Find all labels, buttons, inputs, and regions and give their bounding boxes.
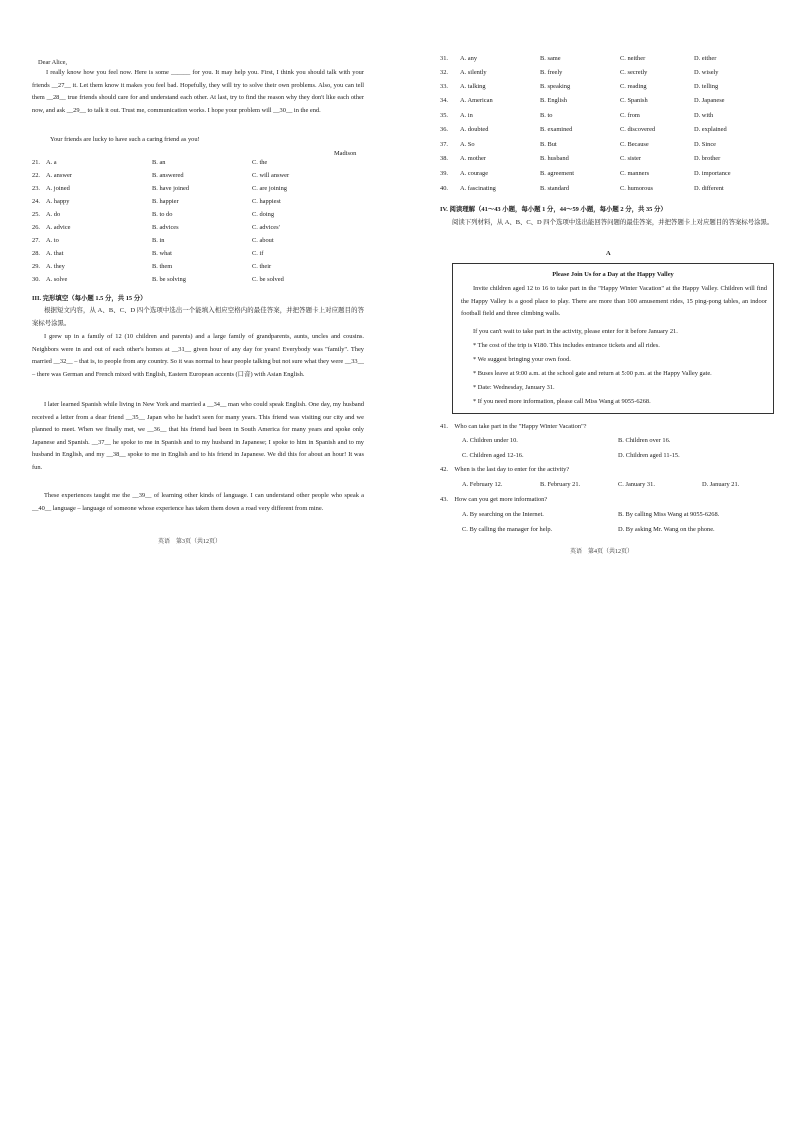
question-text: 43. How can you get more information? — [440, 496, 548, 503]
notice-bullet-date: * Date: Wednesday, January 31. — [473, 384, 555, 391]
letter-greeting: Dear Alice, — [38, 59, 68, 66]
notice-box — [452, 263, 774, 414]
section-4-instructions: 阅读下列材料，从 A、B、C、D 四个选项中选出能回答问题的最佳答案，并把答题卡上对应题目的答案标号涂黑。 — [452, 219, 774, 226]
passage-paragraph-1: I grew up in a family of 12 (10 children and parents) and a large family of grandparents, aunts, uncles and cousins. Neighbors were in and out of each other's homes at __31__ given hour of any day for years! Everybody was "family". They married __32__ – that is, to people from any country. So it was normal to hear people talking but not sure what they were __33__ – there was German and French mixed with English, Eastern European accents (口音) with Asian English. — [32, 333, 364, 378]
page-footer-left: 英语 第3页（共12页） — [158, 539, 222, 545]
section-3-instructions: 根据短文内容，从 A、B、C、D 四个选项中选出一个能填入相应空格内的最佳答案，并把答题卡上对应题目的答案标号涂黑。 — [32, 307, 364, 327]
answer-option: C. January 31. — [618, 481, 655, 488]
answer-option: D. Children aged 11-15. — [618, 452, 680, 459]
passage-paragraph-3: These experiences taught me the __39__ of learning other kinds of language. I can understand other people who speak a __40__ language – language of someone whose experience has taken them down a road very different from mine. — [32, 492, 364, 512]
answer-option: A. February 12. — [462, 481, 503, 488]
question-text: 42. When is the last day to enter for the activity? — [440, 466, 570, 473]
notice-bullet-food: * We suggest bringing your own food. — [473, 356, 571, 363]
answer-option: B. February 21. — [540, 481, 581, 488]
answer-option: B. By calling Miss Wang at 9055-6268. — [618, 511, 720, 518]
answer-option: C. By calling the manager for help. — [462, 526, 553, 533]
answer-option: D. By asking Mr. Wang on the phone. — [618, 526, 715, 533]
notice-intro: Invite children aged 12 to 16 to take part in the "Happy Winter Vacation" at the Happy Valley. Children will find the Happy Valley is a good place to play. There are more than 100 amusement rides, 15 ping-pong tables, an indoor football field and three climbing walls. — [461, 285, 767, 318]
answer-option: A. By searching on the Internet. — [462, 511, 544, 518]
notice-bullet-buses: * Buses leave at 9:00 a.m. at the school gate and return at 5:00 p.m. at the Happy Valley gate. — [473, 370, 712, 377]
letter-body: I really know how you feel now. Here is some ______ for you. It may help you. First, I think you should talk with your friends __27__ it. Let them know it makes you feel bad. Hopefully, they will try to solve their own problems. Also, you can tell them __28__ true friends should care for and understand each other. At last, try to find the reason why they don't like each other now, and ask __29__ to talk it out. Trust me, communication works. I hope your problem will __30__ in the end. — [32, 69, 364, 114]
question-text: 41. Who can take part in the "Happy Winter Vacation"? — [440, 423, 587, 430]
section-3-heading: III. 完形填空（每小题 1.5 分，共 15 分） — [32, 295, 147, 302]
notice-enter: If you can't wait to take part in the activity, please enter for it before January 21. — [473, 328, 678, 335]
notice-bullet-info: * If you need more information, please call Miss Wang at 9055-6268. — [473, 398, 651, 405]
letter-closing: Your friends are lucky to have such a caring friend as you! — [50, 136, 200, 143]
answer-option: A. Children under 10. — [462, 437, 518, 444]
letter-signature: Madison — [334, 150, 357, 157]
passage-paragraph-2: I later learned Spanish while living in New York and married a __34__ man who could speak English. One day, my husband received a letter from a dear friend __35__ Japan who he hadn't seen for many years. This friend was visiting our city and we planned to meet. When we finally met, we __36__ that his friend had been in South America for many years and spoke only Japanese and Spanish. __37__ he spoke to me in Spanish and to my husband in Japanese; I spoke to him in Spanish and to my husband in English, and my __38__ spoke to me in English and to his friend in Japanese. We did this for about an hour! It was fun. — [32, 401, 364, 471]
notice-bullet-cost: * The cost of the trip is ¥180. This includes entrance tickets and all rides. — [473, 342, 660, 349]
section-4-heading: IV. 阅读理解（41～43 小题，每小题 1 分，44～59 小题，每小题 2 分，共 35 分） — [440, 206, 667, 213]
answer-option: C. Children aged 12-16. — [462, 452, 524, 459]
answer-option: D. January 21. — [702, 481, 740, 488]
page-footer-right: 英语 第4页（共12页） — [570, 549, 634, 555]
answer-option: B. Children over 16. — [618, 437, 671, 444]
notice-title: Please Join Us for a Day at the Happy Valley — [552, 271, 674, 278]
passage-label: A — [606, 250, 611, 257]
